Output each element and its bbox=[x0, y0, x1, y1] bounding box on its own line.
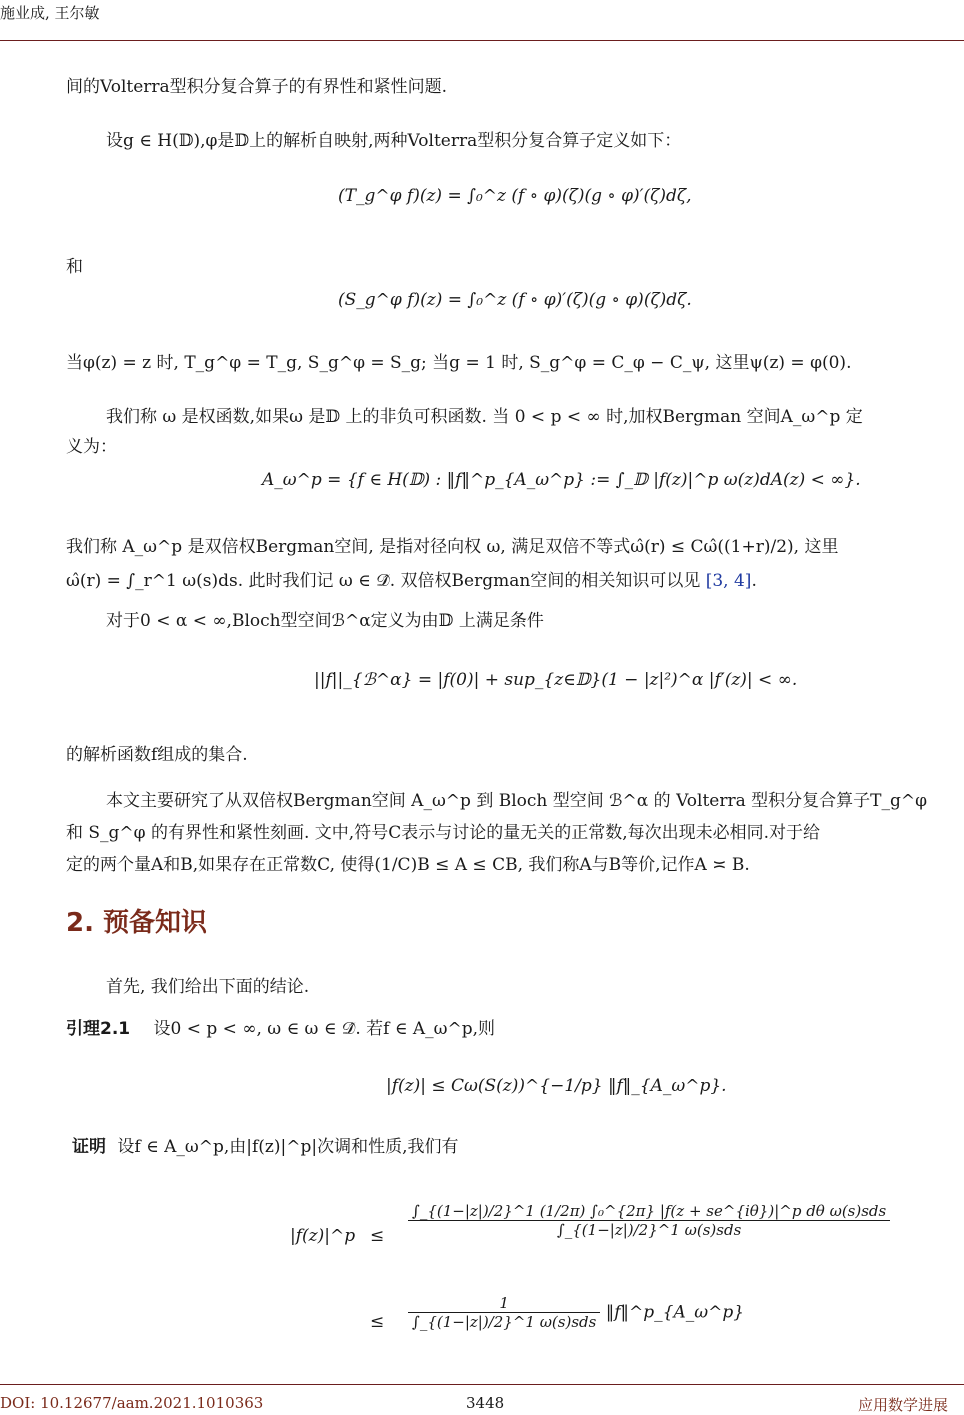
paragraph-6: 对于0 < α < ∞,Bloch型空间ℬ^α定义为由𝔻 上满足条件 bbox=[106, 611, 544, 631]
section-title: 预备知识 bbox=[103, 908, 208, 938]
paragraph-3: 当φ(z) = z 时, T_g^φ = T_g, S_g^φ = S_g; 当g = 1 时, S_g^φ = C_φ − C_ψ, 这里ψ(z) = φ(0). bbox=[66, 353, 852, 373]
paragraph-5-line-1: 我们称 A_ω^p 是双倍权Bergman空间, 是指对径向权 ω, 满足双倍不等式ω̂(r) ≤ Cω̂((1+r)/2), 这里 bbox=[66, 537, 839, 557]
paragraph-5-period: . bbox=[751, 571, 757, 591]
paragraph-8-line-3: 定的两个量A和B,如果存在正常数C, 使得(1/C)B ≤ A ≤ CB, 我们称A与B等价,记作A ≍ B. bbox=[66, 855, 750, 875]
lemma-text: 设0 < p < ∞, ω ∈ ω ∈ 𝒟̂. 若f ∈ A_ω^p,则 bbox=[153, 1019, 496, 1039]
ineq-denominator-1: ∫_{(1−|z|)/2}^1 ω(s)sds bbox=[556, 1221, 742, 1239]
word-and: 和 bbox=[66, 257, 83, 277]
paragraph-8-line-1: 本文主要研究了从双倍权Bergman空间 A_ω^p 到 Bloch 型空间 ℬ^α 的 Volterra 型积分复合算子T_g^φ bbox=[106, 791, 928, 811]
paragraph-2: 设g ∈ H(𝔻),φ是𝔻上的解析自映射,两种Volterra型积分复合算子定义如下： bbox=[106, 131, 682, 151]
paragraph-7: 的解析函数f组成的集合. bbox=[66, 745, 248, 765]
ineq-le-1: ≤ bbox=[370, 1226, 385, 1246]
citation-link[interactable]: [3, 4] bbox=[705, 571, 752, 591]
paragraph-1: 间的Volterra型积分复合算子的有界性和紧性问题. bbox=[66, 77, 448, 97]
section-intro: 首先, 我们给出下面的结论. bbox=[106, 977, 310, 997]
lemma-statement bbox=[66, 1016, 495, 1042]
proof-label: 证明 bbox=[72, 1137, 106, 1157]
ineq-le-2: ≤ bbox=[370, 1312, 385, 1332]
paragraph-4-line-1: 我们称 ω 是权函数,如果ω 是𝔻 上的非负可积函数. 当 0 < p < ∞ 时,加权Bergman 空间A_ω^p 定 bbox=[106, 407, 863, 427]
section-heading bbox=[66, 902, 207, 939]
ineq-numerator-1: ∫_{(1−|z|)/2}^1 (1/2π) ∫₀^{2π} |f(z + se^{iθ})|^p dθ ω(s)sds bbox=[408, 1202, 890, 1221]
equation-bergman-space: A_ω^p = {f ∈ H(𝔻) : ‖f‖^p_{A_ω^p} := ∫_𝔻 |f(z)|^p ω(z)dA(z) < ∞}. bbox=[262, 470, 861, 490]
proof-text: 设f ∈ A_ω^p,由|f(z)|^p|次调和性质,我们有 bbox=[117, 1137, 459, 1157]
footer-page-number: 3448 bbox=[466, 1394, 505, 1412]
paragraph-4-line-2: 义为： bbox=[66, 437, 117, 457]
proof-statement bbox=[72, 1134, 459, 1160]
footer-rule bbox=[0, 1384, 964, 1385]
ineq-norm-tail: ‖f‖^p_{A_ω^p} bbox=[605, 1302, 745, 1323]
equation-S-operator: (S_g^φ f)(z) = ∫₀^z (f ∘ φ)′(ζ)(g ∘ φ)(ζ)dζ. bbox=[338, 290, 692, 310]
footer-doi[interactable]: DOI: 10.12677/aam.2021.1010363 bbox=[0, 1394, 264, 1412]
paragraph-5-text: ω̂(r) = ∫_r^1 ω(s)ds. 此时我们记 ω ∈ 𝒟̂. 双倍权Bergman空间的相关知识可以见 bbox=[66, 571, 706, 591]
ineq-lhs: |f(z)|^p bbox=[290, 1226, 356, 1246]
ineq-fraction-2 bbox=[408, 1294, 744, 1331]
header-rule bbox=[0, 40, 964, 41]
equation-T-operator: (T_g^φ f)(z) = ∫₀^z (f ∘ φ)(ζ)(g ∘ φ)′(ζ)dζ, bbox=[338, 186, 692, 206]
equation-bloch-space: ||f||_{ℬ^α} = |f(0)| + sup_{z∈𝔻}(1 − |z|²)^α |f′(z)| < ∞. bbox=[314, 670, 798, 690]
running-header-authors: 施业成, 王尔敏 bbox=[0, 4, 100, 22]
ineq-fraction-1 bbox=[408, 1202, 890, 1239]
footer-journal: 应用数学进展 bbox=[858, 1396, 949, 1414]
section-number: 2. bbox=[66, 908, 94, 938]
lemma-label: 引理2.1 bbox=[66, 1019, 131, 1039]
ineq-denominator-2: ∫_{(1−|z|)/2}^1 ω(s)sds bbox=[412, 1313, 597, 1331]
equation-lemma: |f(z)| ≤ Cω(S(z))^{−1/p} ‖f‖_{A_ω^p}. bbox=[386, 1076, 727, 1096]
paragraph-8-line-2: 和 S_g^φ 的有界性和紧性刻画. 文中,符号C表示与讨论的量无关的正常数,每次出现未必相同.对于给 bbox=[66, 823, 821, 843]
ineq-numerator-2: 1 bbox=[408, 1294, 600, 1313]
paragraph-5-line-2 bbox=[66, 568, 757, 594]
